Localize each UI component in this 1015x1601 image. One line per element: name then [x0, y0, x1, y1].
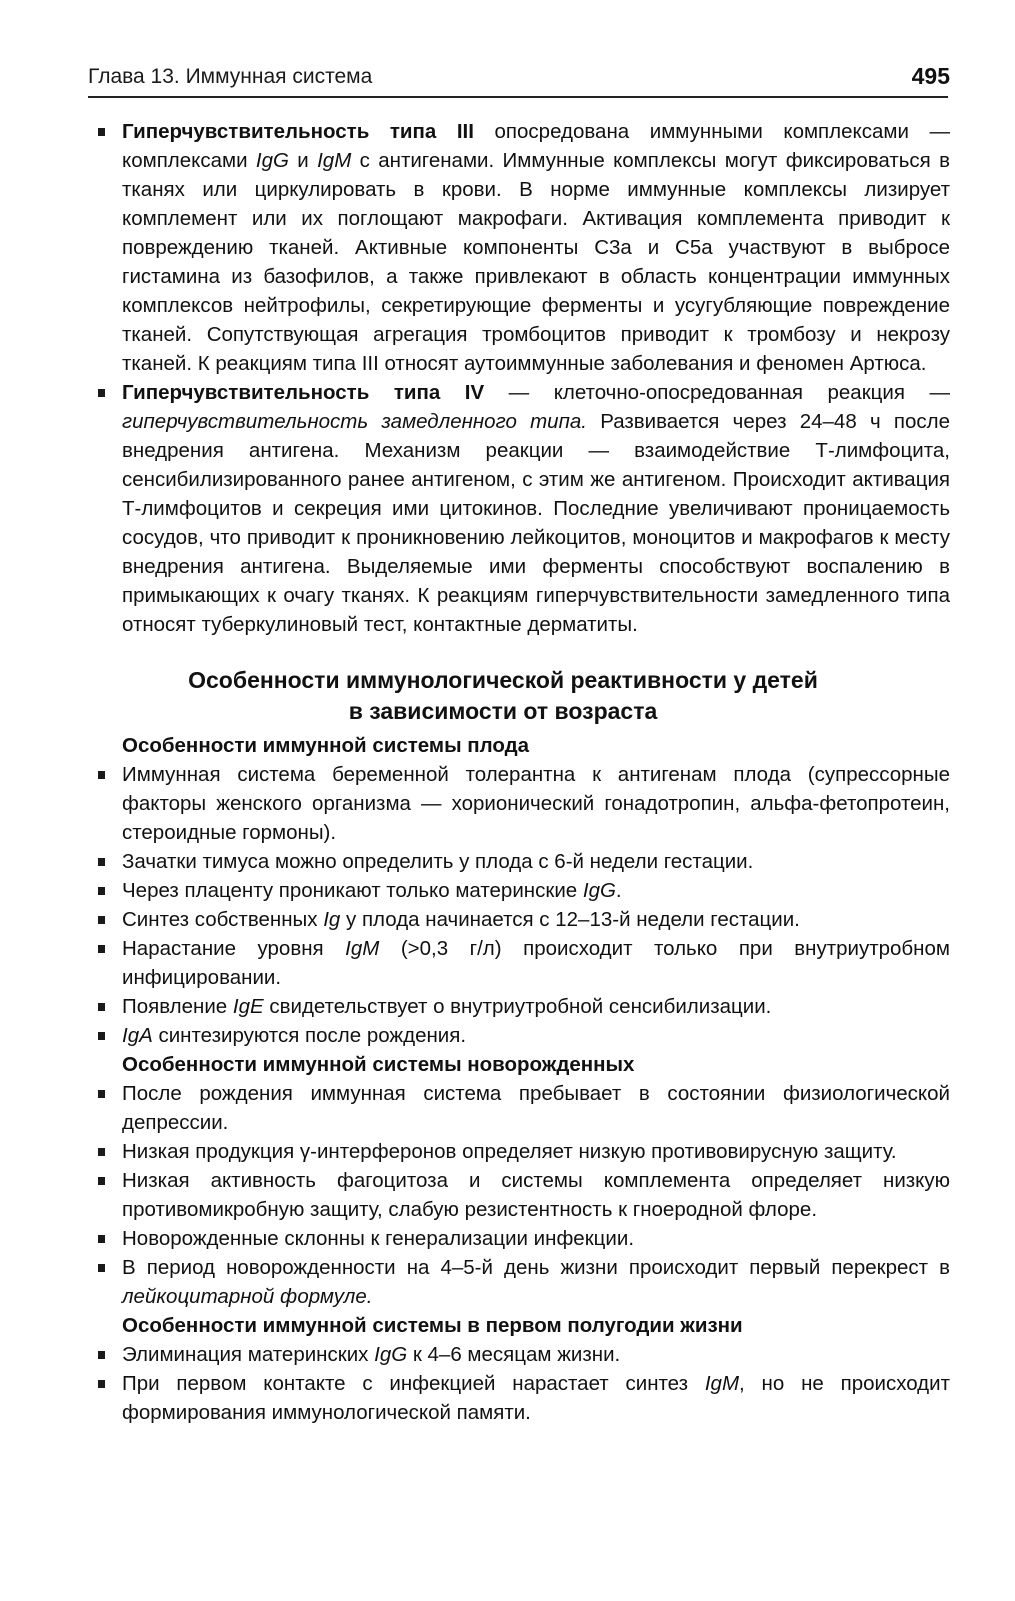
type4-text2: Развивается через 24–48 ч после внедрения антигена. Механизм реакции — взаимодействие Т-лимфоцита, сенсибилизированного ранее антигеном, с этим же антигеном. Происходит активация Т-лимфоцитов и секреция ими цитокинов. Последние увеличивают проницаемость сосудов, что приводит к проникновению лейкоцитов, моноцитов и макрофагов к месту внедрения антигена. Выделяемые ими ферменты способствуют воспалению в примыкающих к очагу тканях. К реакциям гиперчувствительности замедленного типа относят туберкулиновый тест, контактные дерматиты.: [122, 410, 950, 636]
fhy-item2-end: , но не происходит формирования иммунологической памяти.: [122, 1372, 950, 1424]
list-item: [96, 876, 950, 905]
fetus-item7-end: синтезируются после рождения.: [152, 1024, 467, 1047]
type3-igg: IgG: [255, 149, 289, 172]
section-title-line2: в зависимости от возраста: [348, 698, 658, 724]
fhy-item2-text: При первом контакте с инфекцией нарастает синтез: [122, 1372, 705, 1395]
type3-text1: опосредована иммунными комплексами — комплексами: [122, 120, 950, 172]
first-half-year-list: [96, 1340, 950, 1427]
type4-text1: — клеточно-опосредованная реакция —: [484, 381, 950, 404]
fetus-item3-text: Через плаценту проникают только материнские: [122, 879, 583, 902]
list-item: [96, 934, 950, 992]
list-item: После рождения иммунная система пребывает в состоянии физиологической депрессии.: [96, 1079, 950, 1137]
fetus-heading: Особенности иммунной системы плода: [122, 734, 530, 757]
list-item-type4: [96, 378, 950, 639]
list-item: Новорожденные склонны к генерализации инфекции.: [96, 1224, 950, 1253]
fetus-item4-end: у плода начинается с 12–13-й недели гестации.: [340, 908, 800, 931]
list-item: Низкая активность фагоцитоза и системы комплемента определяет низкую противомикробную защиту, слабую резистентность к гноеродной флоре.: [96, 1166, 950, 1224]
fetus-list: [96, 760, 950, 1050]
list-item: [96, 1253, 950, 1311]
header-rule: [88, 96, 948, 98]
chapter-title: Глава 13. Иммунная система: [88, 65, 373, 88]
fhy-item1-text: Элиминация материнских: [122, 1343, 375, 1366]
fhy-item1-end: к 4–6 месяцам жизни.: [407, 1343, 621, 1366]
list-item: Зачатки тимуса можно определить у плода с 6-й недели гестации.: [96, 847, 950, 876]
fetus-item3-end: .: [615, 879, 622, 902]
type3-lead: Гиперчувствительность типа III: [122, 120, 474, 143]
first-half-year-heading: Особенности иммунной системы в первом полугодии жизни: [122, 1314, 743, 1337]
fetus-item6-text: Появление: [122, 995, 233, 1018]
fetus-item6-end: свидетельствует о внутриутробной сенсибилизации.: [263, 995, 772, 1018]
list-item: [96, 1369, 950, 1427]
fetus-item5-igm: IgM: [345, 937, 380, 960]
fetus-item6-ige: IgE: [232, 995, 264, 1018]
newborn-item5-italic: лейкоцитарной формуле.: [122, 1285, 373, 1308]
fhy-item2-igm: IgM: [704, 1372, 740, 1395]
list-item: [96, 1021, 950, 1050]
fetus-item5-end: (>0,3 г/л) происходит только при внутриутробном инфицировании.: [122, 937, 950, 989]
type4-italic: гиперчувствительность замедленного типа.: [122, 410, 587, 433]
newborn-heading: Особенности иммунной системы новорожденных: [122, 1053, 635, 1076]
type3-text2: с антигенами. Иммунные комплексы могут фиксироваться в тканях или циркулировать в крови. В норме иммунные комплексы лизирует комплемент или их поглощают макрофаги. Активация комплемента приводит к повреждению тканей. Активные компоненты С3а и С5а участвуют в выбросе гистамина из базофилов, а также привлекают в область концентрации иммунных комплексов нейтрофилы, секретирующие ферменты и усугубляющие повреждение тканей. Сопутствующая агрегация тромбоцитов приводит к тромбозу и некрозу тканей. К реакциям типа III относят аутоиммунные заболевания и феномен Артюса.: [122, 149, 951, 375]
list-item: [96, 1340, 950, 1369]
section-title-line1: Особенности иммунологической реактивности у детей: [188, 667, 818, 693]
fetus-item4-ig: Ig: [323, 908, 341, 931]
list-item-type3: [96, 117, 950, 378]
hypersensitivity-list: [96, 117, 950, 639]
newborn-item5-text: В период новорожденности на 4–5-й день жизни происходит первый перекрест в: [122, 1256, 950, 1279]
newborn-list: [96, 1079, 950, 1311]
list-item: Низкая продукция γ-интерферонов определяет низкую противовирусную защиту.: [96, 1137, 950, 1166]
fetus-item5-text: Нарастание уровня: [122, 937, 346, 960]
list-item: [96, 992, 950, 1021]
type3-and: и: [288, 149, 318, 172]
fhy-item1-igg: IgG: [374, 1343, 408, 1366]
type4-lead: Гиперчувствительность типа IV: [122, 381, 485, 404]
fetus-item7-iga: IgA: [122, 1024, 153, 1047]
fetus-item3-igg: IgG: [582, 879, 616, 902]
section-title: [96, 665, 950, 727]
type3-igm: IgM: [317, 149, 352, 172]
running-header: [88, 64, 950, 96]
fetus-item4-text: Синтез собственных: [122, 908, 324, 931]
list-item: [96, 905, 950, 934]
page-number: 495: [911, 63, 950, 89]
page-body: [96, 117, 950, 1427]
list-item: Иммунная система беременной толерантна к антигенам плода (супрессорные факторы женского организма — хорионический гонадотропин, альфа-фетопротеин, стероидные гормоны).: [96, 760, 950, 847]
